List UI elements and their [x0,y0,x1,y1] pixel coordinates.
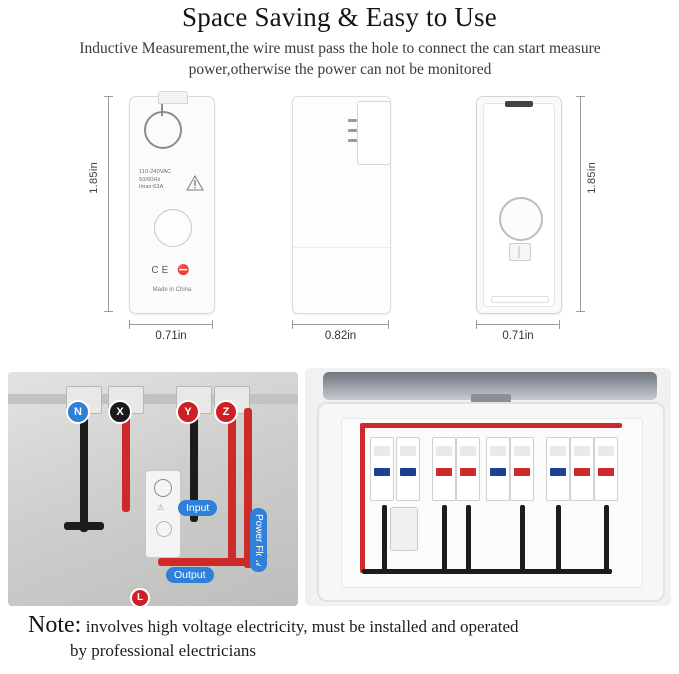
terminal-pin [348,129,357,132]
product-views-row [0,88,679,343]
width-dimension-line-side [292,324,389,325]
terminal-label-n: N [66,400,90,424]
wire-black [604,505,609,571]
terminal-pin [348,139,357,142]
installed-device-in-box [390,507,418,551]
subtitle-line-2: start measure power,otherwise the power can not be monitored [188,40,601,78]
case-seam [293,247,390,248]
width-label-front: 0.71in [155,330,187,342]
wire-black [442,505,447,571]
warning-triangle-icon [186,175,204,190]
circuit-breaker [456,437,480,501]
circuit-breaker [396,437,420,501]
weee-bin-icon: ⛔ [177,265,193,276]
terminal-rail [8,394,298,404]
page-subtitle [50,38,630,80]
wire-red [362,423,622,428]
circuit-breaker [486,437,510,501]
box-body [317,402,665,602]
height-dimension-line-right [580,96,581,312]
wire-black [520,505,525,571]
note-text-line-2: by professional electricians [70,641,256,660]
cable-hole [154,209,192,247]
device-spec-text: 110-240VAC 50/60Hz Imax:63A [139,169,172,191]
installed-device [145,470,181,558]
width-dimension-line-back [476,324,560,325]
cable-hole [156,521,172,537]
circuit-breaker [432,437,456,501]
wire-red [122,412,130,512]
device-front-view [129,96,215,314]
subtitle-line-1: Inductive Measurement,the wire must pass the hole to connect the can [79,40,515,57]
note-block [28,612,668,663]
distribution-box-photo [305,368,671,606]
circuit-breaker [370,437,394,501]
device-back-view [476,96,562,314]
circuit-breaker [594,437,618,501]
circuit-breaker [546,437,570,501]
wire-black [64,522,104,530]
wire-black [382,505,387,571]
ct-ring-icon [154,479,172,497]
power-flow-badge: Power Flow [250,508,267,572]
live-terminal-label: L [130,588,150,608]
mounting-foot [491,296,549,303]
note-label: Note: [28,612,82,638]
mounting-clip [509,243,531,261]
device-side-view [292,96,391,314]
warning-triangle-icon: ⚠ [157,503,165,512]
circuit-breaker [510,437,534,501]
wire-black [466,505,471,571]
circuit-breaker [570,437,594,501]
wire-red [158,558,248,566]
height-label-front: 1.85in [88,162,100,194]
terminal-label-z: Z [214,400,238,424]
wire-red [360,423,365,573]
wire-black [80,412,88,532]
device-top-tab [158,91,188,104]
terminal-pin [348,119,357,122]
made-in-label: Made in China [152,287,192,293]
height-dimension-line-left [108,96,109,312]
wire-black [362,569,612,574]
input-badge: Input [178,500,217,516]
cable-hole-back [499,197,543,241]
height-label-back: 1.85in [586,162,598,194]
note-text-line-1: involves high voltage electricity, must be installed and operated [85,617,519,636]
terminal-block [357,101,391,165]
wire-red [228,412,236,562]
box-lid [323,372,657,400]
width-dimension-line-front [129,324,213,325]
ct-ring-icon [144,111,182,149]
wire-black [556,505,561,571]
power-flow-arrow-icon [254,556,268,566]
certification-marks: CE ⛔ [151,265,193,276]
din-rail-slot [505,101,533,107]
width-label-side: 0.82in [324,330,357,342]
output-badge: Output [166,567,214,583]
page-title: Space Saving & Easy to Use [182,2,497,32]
terminal-label-x: X [108,400,132,424]
box-interior [341,418,643,588]
width-label-back: 0.71in [502,330,534,342]
terminal-label-y: Y [176,400,200,424]
